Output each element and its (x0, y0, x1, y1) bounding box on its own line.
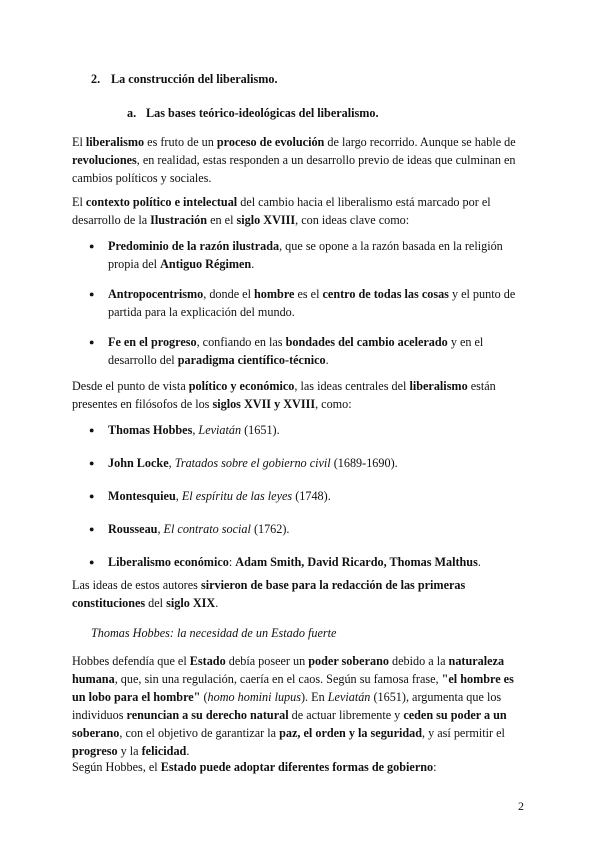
list-item: ● John Locke, Tratados sobre el gobierno civil (1689-1690). (72, 454, 520, 472)
section-title: La construcción del liberalismo. (111, 72, 278, 86)
hobbes-heading: Thomas Hobbes: la necesidad de un Estado fuerte (91, 626, 337, 640)
paragraph-political: Desde el punto de vista político y económico, las ideas centrales del liberalismo están presentes en filósofos de los siglos XVII y XVIII, como: (72, 379, 496, 411)
paragraph-constitutions: Las ideas de estos autores sirvieron de base para la redacción de las primeras constituciones del siglo XIX. (72, 578, 466, 610)
list-item: ● Liberalismo económico: Adam Smith, David Ricardo, Thomas Malthus. (72, 553, 520, 571)
list-item: ● Antropocentrismo, donde el hombre es el centro de todas las cosas y el punto de partida para la explicación del mundo. (72, 285, 520, 321)
section-number: 2. (91, 72, 101, 86)
paragraph-context: El contexto político e intelectual del cambio hacia el liberalismo está marcado por el desarrollo de la Ilustración en el siglo XVIII, con ideas clave como: (72, 195, 491, 227)
subsection-heading (127, 104, 379, 122)
philosophers-list (72, 421, 520, 571)
page-number: 2 (518, 799, 524, 813)
subsection-title: Las bases teórico-ideológicas del liberalismo. (146, 106, 379, 120)
list-item: ● Montesquieu, El espíritu de las leyes (1748). (72, 487, 520, 505)
list-item: ● Rousseau, El contrato social (1762). (72, 520, 520, 538)
list-item: ● Thomas Hobbes, Leviatán (1651). (72, 421, 520, 439)
subsection-letter: a. (127, 106, 137, 120)
paragraph-intro: El liberalismo es fruto de un proceso de evolución de largo recorrido. Aunque se hable de revoluciones, en realidad, estas responden a un desarrollo previo de ideas que culminan en cambios políticos y sociales. (72, 135, 516, 185)
list-item: ● Fe en el progreso, confiando en las bondades del cambio acelerado y en el desarrollo del paradigma científico-técnico. (72, 333, 520, 369)
section-heading (91, 70, 278, 88)
paragraph-hobbes: Hobbes defendía que el Estado debía poseer un poder soberano debido a la naturaleza humana, que, sin una regulación, caería en el caos. Según su famosa frase, "el hombre es un lobo para el hombre" (homo homini lupus). En Leviatán (1651), argumenta que los individuos renuncian a su derecho natural de actuar libremente y ceden su poder a un soberano, con el objetivo de garantizar la paz, el orden y la seguridad, y así permitir el progreso y la felicidad. (72, 654, 514, 758)
list-item: ● Predominio de la razón ilustrada, que se opone a la razón basada en la religión propia del Antiguo Régimen. (72, 237, 520, 273)
paragraph-forms: Según Hobbes, el Estado puede adoptar diferentes formas de gobierno: (72, 760, 437, 774)
key-ideas-list (72, 237, 520, 369)
